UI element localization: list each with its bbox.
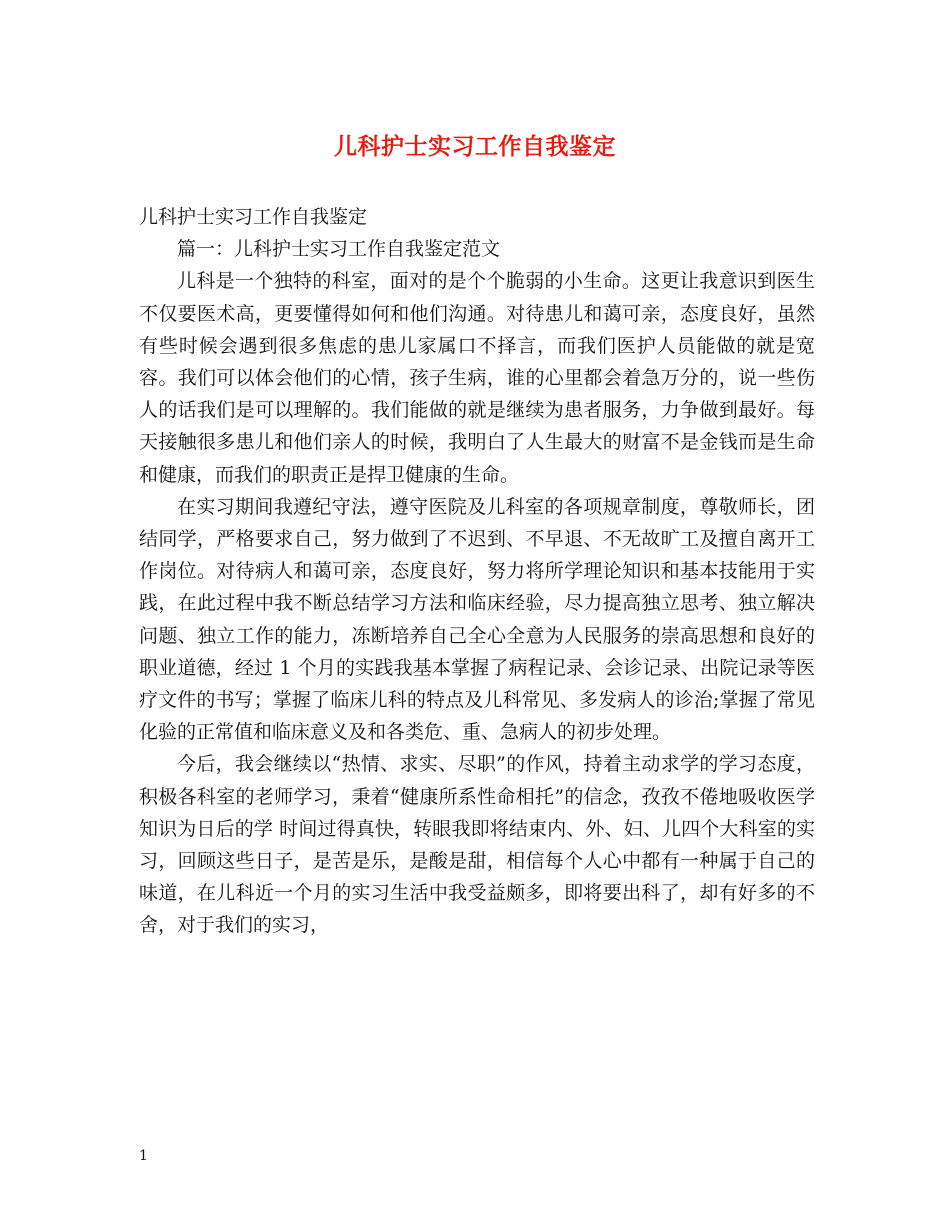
section-heading: 篇一：儿科护士实习工作自我鉴定范文 bbox=[177, 238, 501, 261]
document-title: 儿科护士实习工作自我鉴定 bbox=[334, 133, 616, 160]
body-paragraph-1: 儿科是一个独特的科室，面对的是个个脆弱的小生命。这更让我意识到医生不仅要医术高，更要懂得如何和他们沟通。对待患儿和蔼可亲，态度良好，虽然有些时候会遇到很多焦虑的患儿家属口不择言，而我们医护人员能做的就是宽容。我们可以体会他们的心情，孩子生病，谁的心里都会着急万分的，说一些伤人的话我们是可以理解的。我们能做的就是继续为患者服务，力争做到最好。每天接触很多患儿和他们亲人的时候，我明白了人生最大的财富不是金钱而是生命和健康，而我们的职责正是捍卫健康的生命。 bbox=[139, 270, 815, 486]
body-paragraph-2: 在实习期间我遵纪守法，遵守医院及儿科室的各项规章制度，尊敬师长，团结同学，严格要求自己，努力做到了不迟到、不早退、不无故旷工及擅自离开工作岗位。对待病人和蔼可亲，态度良好，努力将所学理论知识和基本技能用于实践，在此过程中我不断总结学习方法和临床经验，尽力提高独立思考、独立解决问题、独立工作的能力，冻断培养自己全心全意为人民服务的崇高思想和良好的职业道德，经过 1 个月的实践我基本掌握了病程记录、会诊记录、出院记录等医疗文件的书写；掌握了临床儿科的特点及儿科常见、多发病人的诊治;掌握了常见化验的正常值和临床意义及和各类危、重、急病人的初步处理。 bbox=[139, 495, 815, 744]
document-body bbox=[139, 201, 815, 942]
document-subtitle: 儿科护士实习工作自我鉴定 bbox=[139, 206, 368, 228]
page-number: 1 bbox=[139, 1148, 148, 1164]
body-paragraph-3: 今后，我会继续以“热情、求实、尽职”的作风，持着主动求学的学习态度，积极各科室的老师学习，秉着“健康所系性命相托”的信念，孜孜不倦地吸收医学知识为日后的学 时间过得真快，转眼我即将结束内、外、妇、儿四个大科室的实习，回顾这些日子，是苦是乐，是酸是甜，相信每个人心中都有一种属于自己的味道，在儿科近一个月的实习生活中我受益颇多，即将要出科了，却有好多的不舍，对于我们的实习， bbox=[139, 753, 815, 937]
